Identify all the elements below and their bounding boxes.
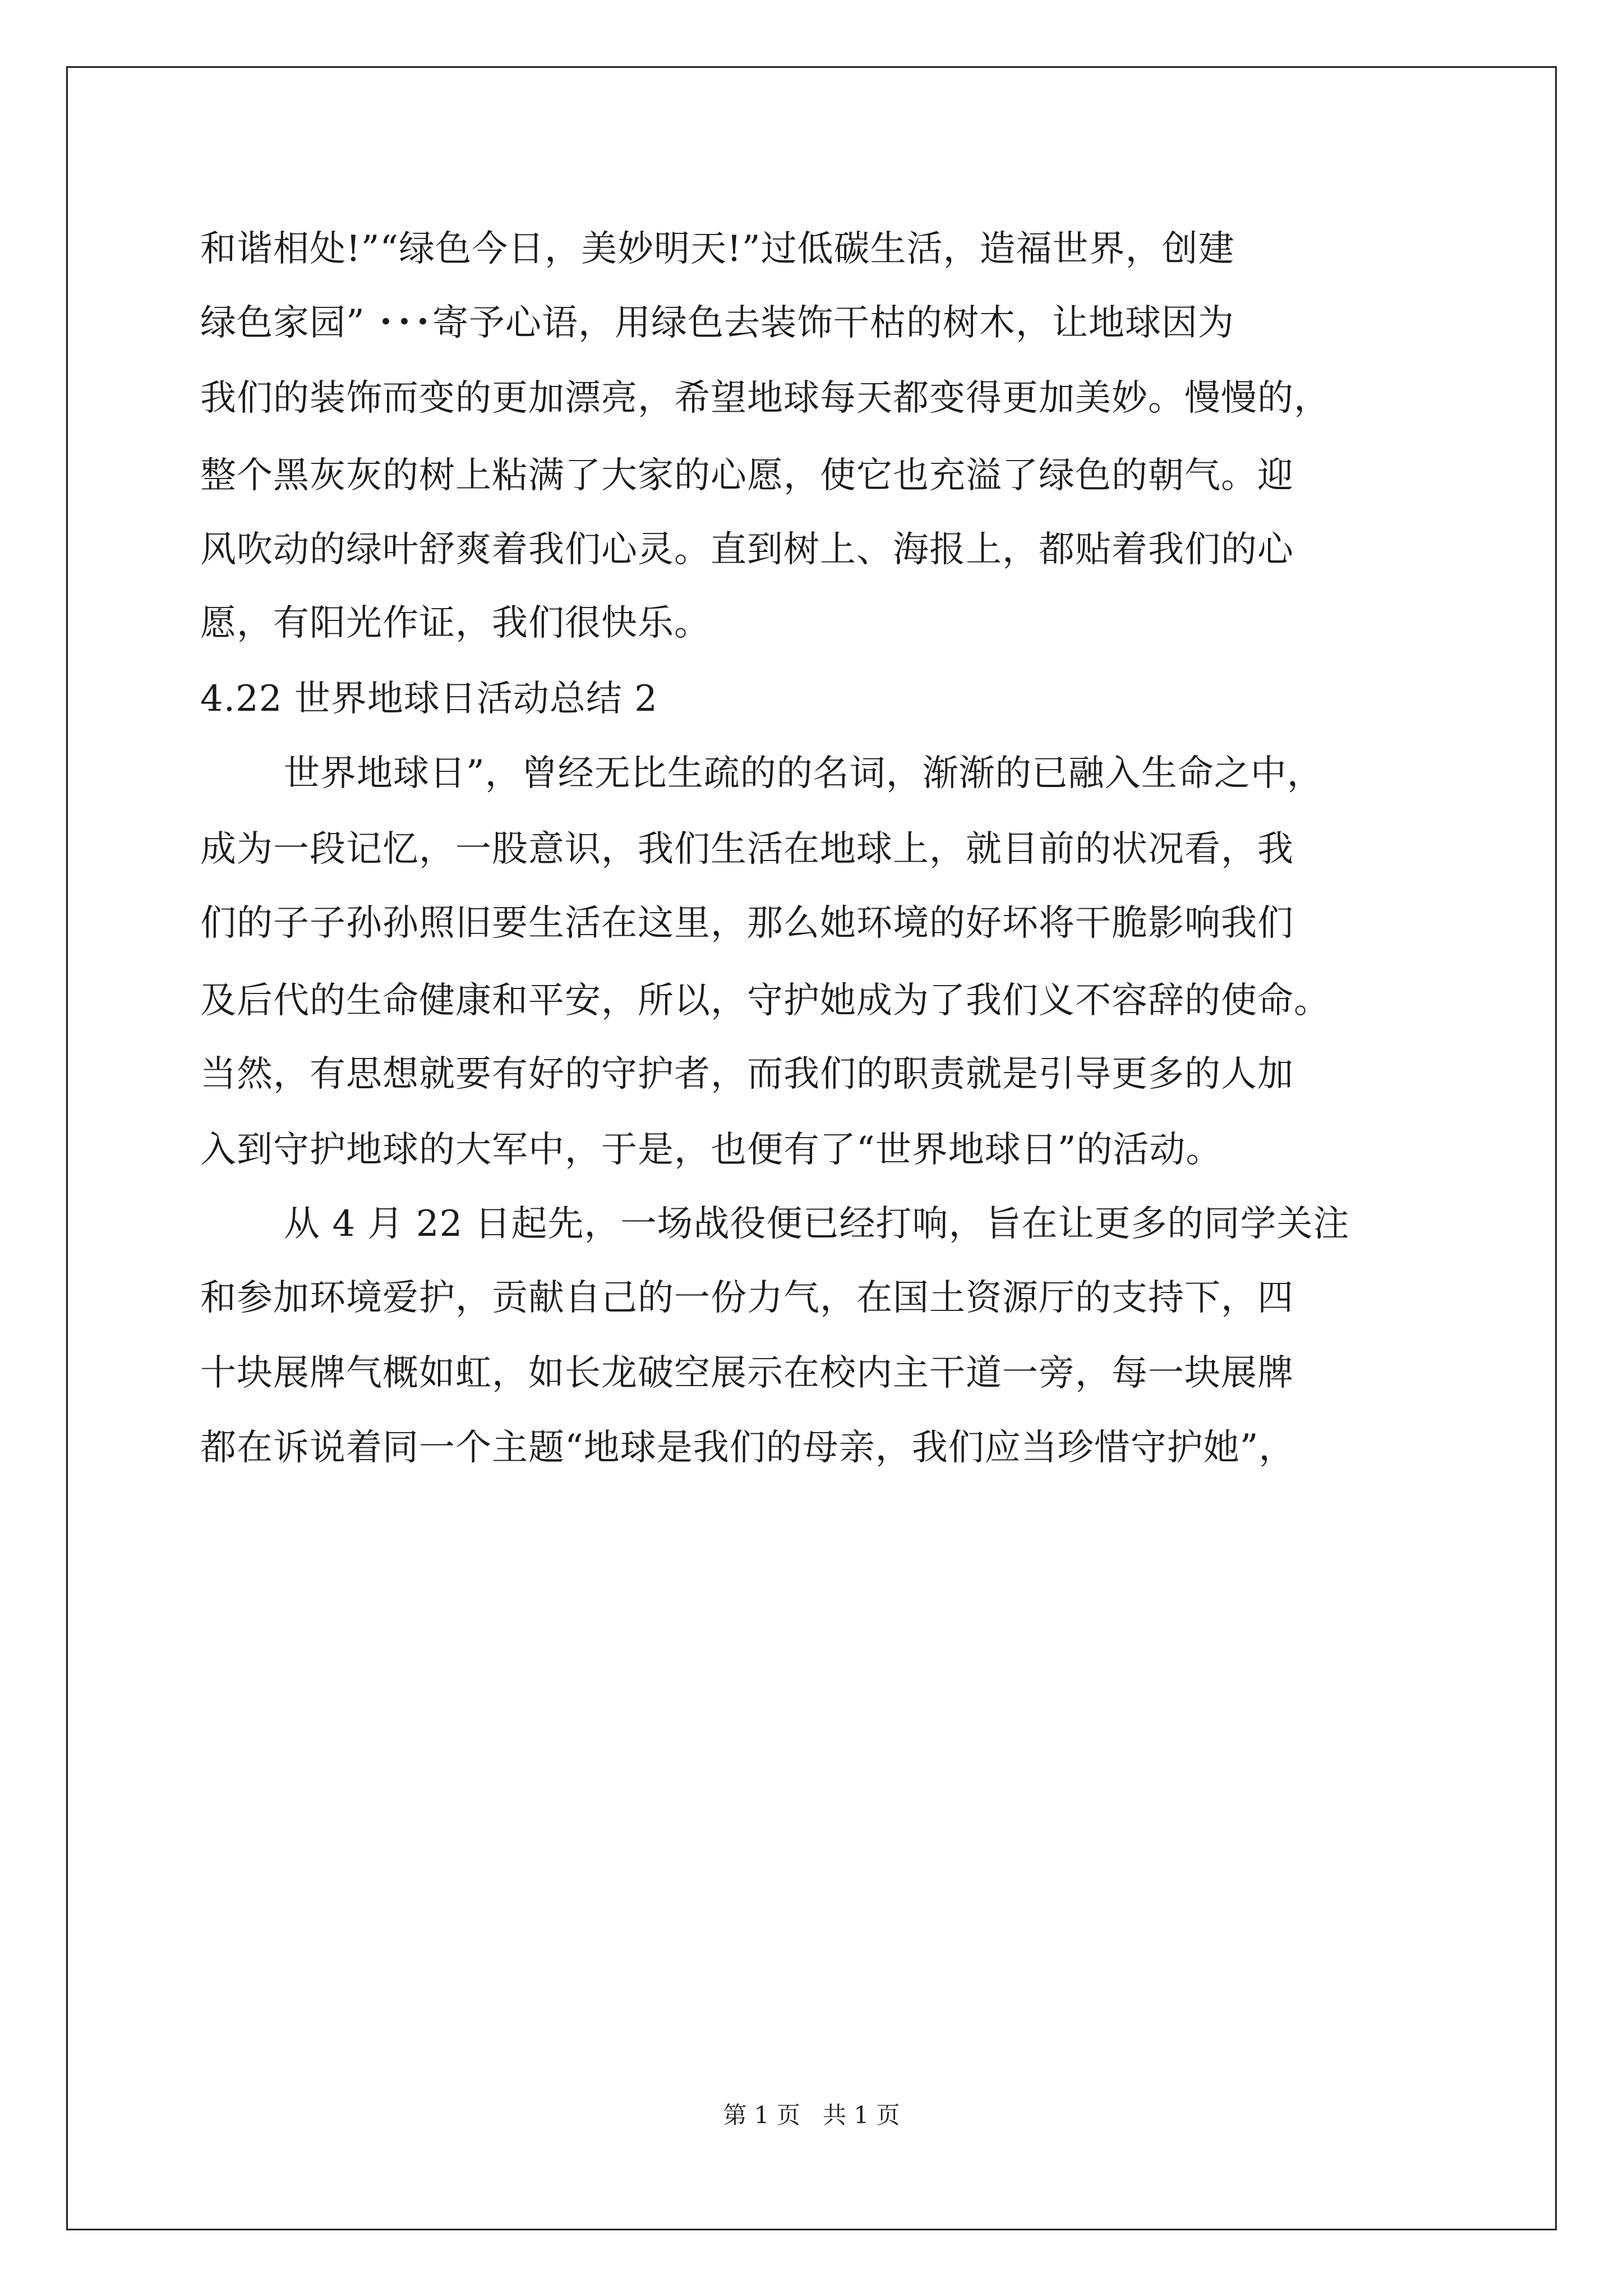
text-line: 风吹动的绿叶舒爽着我们心灵。直到树上、海报上，都贴着我们的心 (200, 529, 1294, 570)
text-line: 们的子子孙孙照旧要生活在这里，那么她环境的好坏将干脆影响我们 (200, 903, 1294, 944)
text-line: 当然，有思想就要有好的守护者，而我们的职责就是引导更多的人加 (200, 1053, 1294, 1095)
text-line: 整个黑灰灰的树上粘满了大家的心愿，使它也充溢了绿色的朝气。迎 (200, 455, 1294, 496)
text-line: 都在诉说着同一个主题“地球是我们的母亲，我们应当珍惜守护她”， (200, 1427, 1295, 1469)
text-line: 从 4 月 22 日起先，一场战役便已经打响，旨在让更多的同学关注 (284, 1203, 1350, 1245)
section-heading: 4.22 世界地球日活动总结 2 (200, 678, 658, 720)
text-line: 世界地球日”，曾经无比生疏的的名词，渐渐的已融入生命之中， (284, 753, 1324, 794)
text-line: 成为一段记忆，一股意识，我们生活在地球上，就目前的状况看，我 (200, 829, 1294, 870)
text-line: 我们的装饰而变的更加漂亮，希望地球每天都变得更加美妙。慢慢的， (200, 378, 1330, 419)
text-line: 入到守护地球的大军中，于是，也便有了“世界地球日”的活动。 (200, 1129, 1223, 1171)
text-line: 十块展牌气概如虹，如长龙破空展示在校内主干道一旁，每一块展牌 (200, 1352, 1294, 1394)
text-line: 及后代的生命健康和平安，所以，守护她成为了我们义不容辞的使命。 (200, 980, 1330, 1022)
page-number: 第 1 页 共 1 页 (723, 2101, 900, 2129)
text-line: 愿，有阳光作证，我们很快乐。 (200, 602, 711, 644)
text-line: 和谐相处!”“绿色今日，美妙明天!”过低碳生活，造福世界，创建 (200, 228, 1235, 270)
text-line: 绿色家园” ･･･寄予心语，用绿色去装饰干枯的树木，让地球因为 (200, 302, 1235, 344)
text-line: 和参加环境爱护，贡献自己的一份力气，在国土资源厅的支持下，四 (200, 1277, 1294, 1319)
